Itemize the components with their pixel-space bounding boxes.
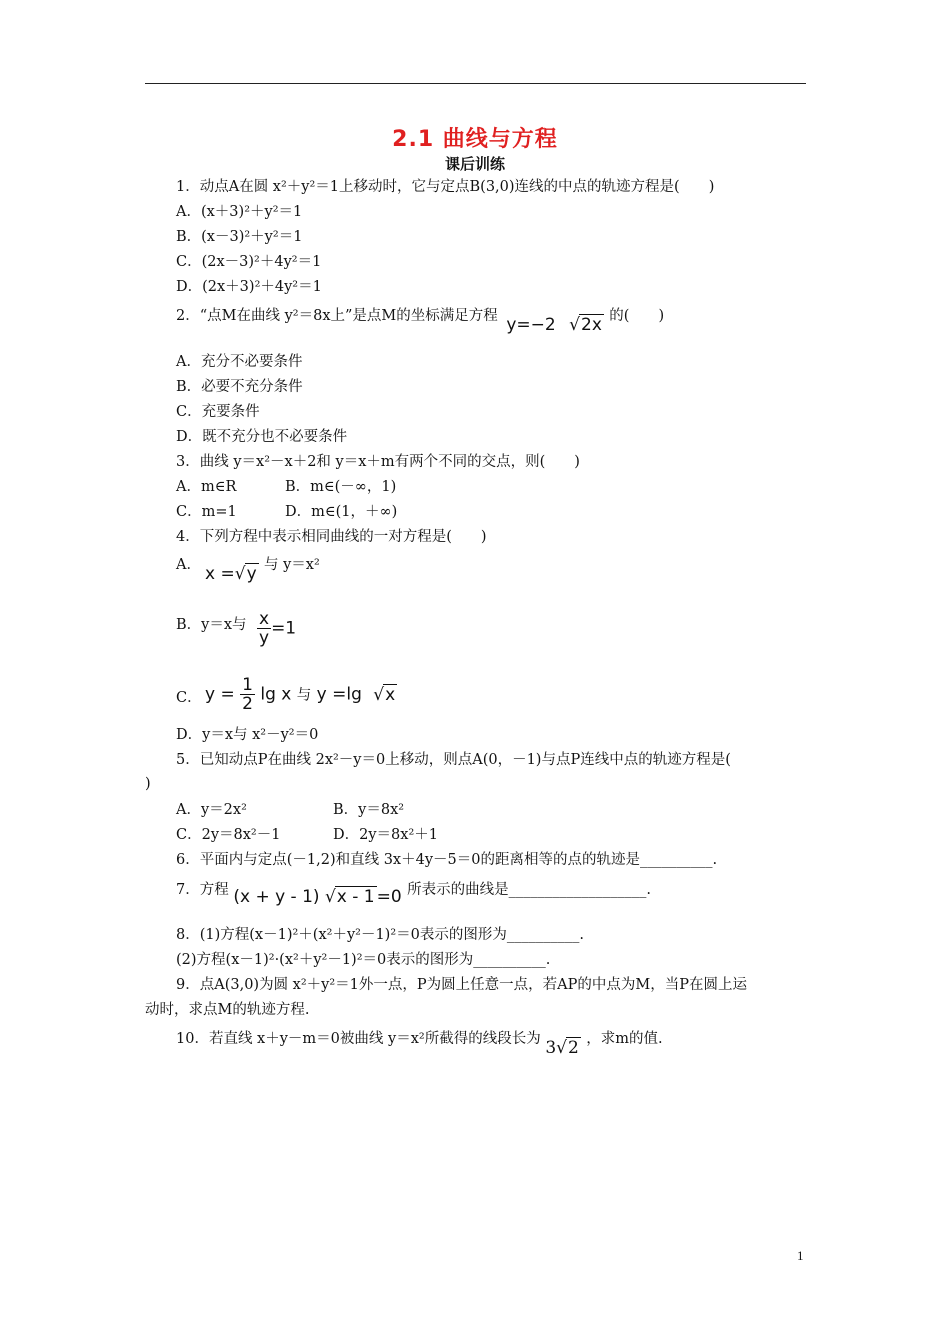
q4-c-rhs: y =lg — [316, 684, 362, 705]
q3-option-c: C．m=1 — [176, 504, 237, 520]
q2-stem-tail: 的( ) — [609, 308, 665, 324]
q4-option-a-math — [205, 563, 259, 584]
q10-stem — [176, 1027, 663, 1058]
q9-line2: 动时，求点M的轨迹方程. — [145, 1002, 310, 1018]
q4-c-fraction — [240, 676, 255, 713]
q5-stem-cont: ) — [145, 776, 151, 792]
q2-math-sqrt: 2x — [581, 315, 602, 335]
q3-option-a: A．m∈R — [176, 479, 237, 495]
q4-option-b-label: B．y＝x与 — [176, 617, 247, 633]
q4-option-c-label: C． — [176, 690, 202, 706]
q1-option-b: B．(x－3)²＋y²＝1 — [176, 229, 303, 245]
q2-math-expr: y=−2 — [506, 315, 556, 335]
q7-math-sqrt: x - 1 — [336, 887, 375, 907]
q10-math-coef: 3 — [545, 1038, 557, 1058]
q4-stem: 4．下列方程中表示相同曲线的一对方程是( ) — [176, 529, 487, 545]
q4-c-sqrt: x — [385, 684, 396, 705]
q10-radical-icon: √ — [556, 1038, 567, 1058]
q3-option-b: B．m∈(－∞，1) — [285, 479, 397, 495]
q4-option-a-label: A． — [176, 557, 201, 573]
q7-radical-icon: √ — [324, 887, 336, 907]
q5-option-c: C．2y＝8x²－1 — [176, 827, 281, 843]
q10-stem-tail: ，求m的值. — [586, 1031, 663, 1047]
q5-option-d: D．2y＝8x²＋1 — [333, 827, 438, 843]
q10-stem-text: 10．若直线 x＋y－m＝0被曲线 y＝x²所截得的线段长为 — [176, 1031, 541, 1047]
q7-label: 7．方程 — [176, 882, 229, 898]
q4-b-num: x — [259, 609, 270, 629]
q3-stem: 3．曲线 y＝x²－x＋2和 y＝x＋m有两个不同的交点，则( ) — [176, 454, 580, 470]
section-title: 2.1 曲线与方程 — [392, 127, 558, 152]
section-subtitle: 课后训练 — [444, 155, 505, 173]
q4-c-lhs: y = — [205, 684, 235, 705]
q8-part1: 8．(1)方程(x－1)²＋(x²＋y²－1)²＝0表示的图形为__________. — [176, 927, 584, 943]
q4-b-tail: =1 — [271, 618, 297, 639]
q8-part2: (2)方程(x－1)²·(x²＋y²－1)²＝0表示的图形为__________. — [176, 952, 551, 968]
q1-option-d: D．(2x＋3)²＋4y²＝1 — [176, 279, 322, 295]
q4-a-radical-icon: √ — [234, 564, 246, 584]
q4-b-den: y — [259, 628, 270, 648]
q10-math — [545, 1038, 586, 1058]
q4-a-sqrt: y — [246, 564, 257, 584]
q1-option-a: A．(x＋3)²＋y²＝1 — [176, 204, 303, 220]
q1-stem: 1．动点A在圆 x²＋y²＝1上移动时，它与定点B(3,0)连线的中点的轨迹方程是( ) — [176, 179, 715, 195]
q2-option-c: C．充要条件 — [176, 404, 260, 420]
q4-c-radical-icon: √ — [373, 684, 385, 705]
page-number: 1 — [797, 1248, 804, 1263]
q4-a-lhs: x = — [205, 564, 235, 584]
q4-option-d: D．y＝x与 x²－y²＝0 — [176, 727, 319, 743]
header-rule — [145, 83, 806, 84]
q4-c-lg: lg x — [260, 684, 292, 705]
q4-option-b-math — [257, 610, 296, 647]
q10-math-sqrt: 2 — [567, 1038, 579, 1058]
q4-c-mid: 与 — [296, 687, 312, 704]
q4-c-den: 2 — [242, 694, 253, 714]
q2-stem-math — [506, 315, 609, 335]
q7-math — [233, 887, 407, 907]
q5-stem: 5．已知动点P在曲线 2x²－y＝0上移动，则点A(0，－1)与点P连线中点的轨迹方程是( — [176, 752, 731, 768]
q4-b-fraction — [257, 610, 271, 647]
q6-stem: 6．平面内与定点(－1,2)和直线 3x＋4y－5＝0的距离相等的点的轨迹是__________. — [176, 852, 718, 868]
q7-math-expr: (x + y - 1) — [233, 887, 320, 907]
q2-option-b: B．必要不充分条件 — [176, 379, 303, 395]
q4-option-a-text: 与 y＝x² — [264, 557, 320, 573]
q7-tail: 所表示的曲线是___________________. — [407, 882, 651, 898]
q3-option-d: D．m∈(1，＋∞) — [285, 504, 398, 520]
q5-option-a: A．y＝2x² — [176, 802, 247, 818]
q2-stem — [176, 304, 665, 335]
q4-option-c-math — [205, 676, 397, 713]
q1-option-c: C．(2x－3)²＋4y²＝1 — [176, 254, 322, 270]
q2-radical-icon: √ — [569, 315, 580, 335]
q4-c-num: 1 — [242, 675, 253, 695]
q7-stem — [176, 878, 651, 907]
q7-math-tail: =0 — [376, 887, 402, 907]
q5-option-b: B．y＝8x² — [333, 802, 405, 818]
q9-line1: 9．点A(3,0)为圆 x²＋y²＝1外一点，P为圆上任意一点，若AP的中点为M，当P在圆上运 — [176, 977, 747, 993]
q2-option-d: D．既不充分也不必要条件 — [176, 429, 348, 445]
q2-option-a: A．充分不必要条件 — [176, 354, 303, 370]
q2-stem-text: 2．“点M在曲线 y²＝8x上”是点M的坐标满足方程 — [176, 308, 498, 324]
